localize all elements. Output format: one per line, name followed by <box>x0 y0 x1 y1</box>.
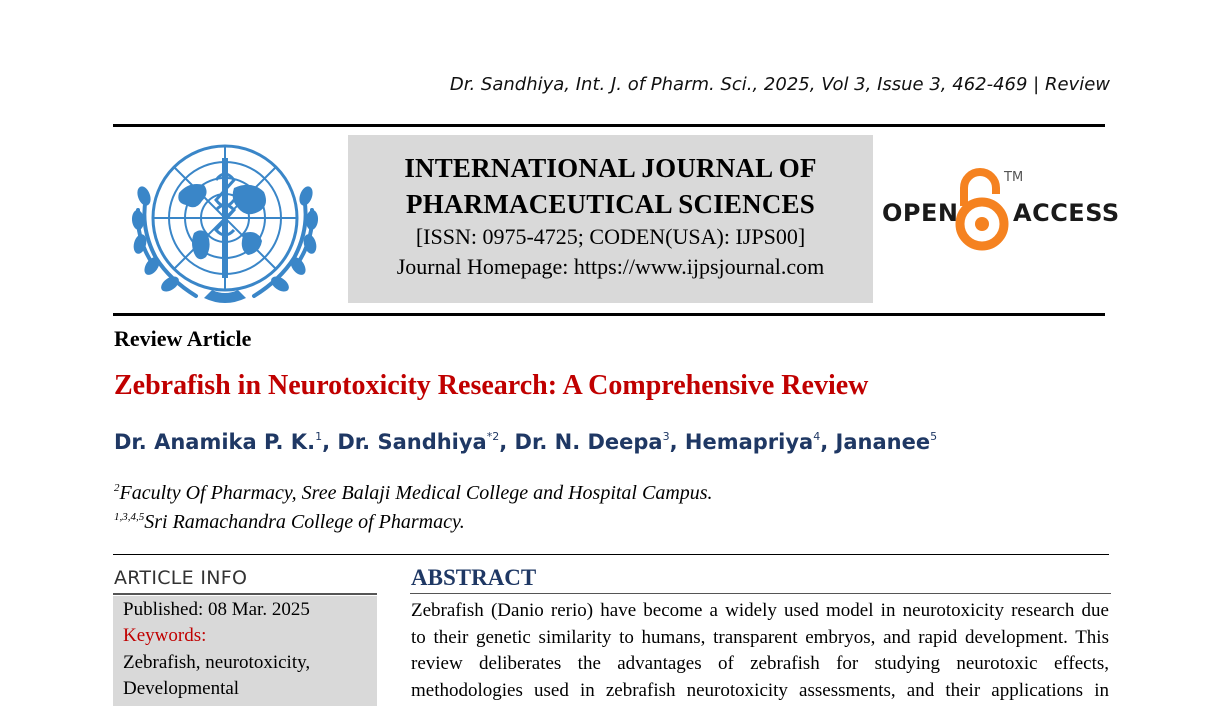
article-title: Zebrafish in Neurotoxicity Research: A Comprehensive Review <box>114 370 869 401</box>
abstract-heading: ABSTRACT <box>411 565 537 590</box>
article-info-heading: ARTICLE INFO <box>114 567 248 589</box>
affiliation-text: Sri Ramachandra College of Pharmacy. <box>144 511 465 533</box>
affiliation-mark: 2 <box>114 482 120 494</box>
keywords-line: Developmental <box>123 678 240 699</box>
open-access-access-text: ACCESS <box>1013 199 1120 227</box>
open-access-logo <box>880 166 1120 256</box>
author-affiliation-mark: *2 <box>486 430 500 443</box>
header-rule-top <box>113 124 1105 127</box>
author-separator: , <box>322 430 338 454</box>
journal-issn: [ISSN: 0975-4725; CODEN(USA): IJPS00] <box>415 224 806 249</box>
abstract-line: review deliberates the advantages of zebrafish for studying neurotoxic effects, <box>411 653 1109 674</box>
header-rule-bottom <box>113 313 1105 316</box>
author-affiliation-mark: 3 <box>662 430 670 443</box>
author-separator: , <box>820 430 836 454</box>
affiliation-line <box>114 482 713 505</box>
author-separator: , <box>669 430 685 454</box>
author-separator: , <box>499 430 515 454</box>
author-name: Jananee <box>835 430 931 454</box>
author-affiliation-mark: 5 <box>930 430 938 443</box>
affiliation-line <box>114 511 465 534</box>
abstract-rule <box>410 593 1111 594</box>
keywords-label: Keywords: <box>123 625 207 646</box>
author-name: Dr. Sandhiya <box>337 430 487 454</box>
article-info-rule <box>113 593 377 595</box>
author-name: Dr. Anamika P. K. <box>114 430 316 454</box>
author-affiliation-mark: 4 <box>813 430 821 443</box>
keywords-line: Zebrafish, neurotoxicity, <box>123 652 311 673</box>
author-name: Hemapriya <box>684 430 814 454</box>
section-divider <box>113 554 1109 555</box>
abstract-body <box>411 598 1109 704</box>
article-type: Review Article <box>114 326 252 351</box>
trademark-mark: TM <box>1004 170 1024 185</box>
affiliation-text: Faculty Of Pharmacy, Sree Balaji Medical College and Hospital Campus. <box>119 482 713 504</box>
journal-homepage[interactable]: Journal Homepage: https://www.ijpsjournal.com <box>396 254 825 279</box>
published-date: Published: 08 Mar. 2025 <box>123 599 310 620</box>
affiliation-mark: 1,3,4,5 <box>114 511 145 523</box>
journal-title-line2: PHARMACEUTICAL SCIENCES <box>406 189 815 219</box>
author-affiliation-mark: 1 <box>315 430 323 443</box>
journal-title-line1: INTERNATIONAL JOURNAL OF <box>404 153 817 183</box>
author-list <box>114 430 937 454</box>
citation-header: Dr. Sandhiya, Int. J. of Pharm. Sci., 2025, Vol 3, Issue 3, 462-469 | Review <box>449 74 1110 95</box>
abstract-line: Zebrafish (Danio rerio) have become a widely used model in neurotoxicity research due <box>411 600 1109 621</box>
open-access-open-text: OPEN <box>882 199 959 227</box>
open-access-lock-icon <box>954 166 1010 252</box>
journal-title <box>348 150 873 222</box>
abstract-line: to their genetic similarity to humans, transparent embryos, and rapid development. This <box>411 626 1109 648</box>
emblem-logo <box>124 138 326 308</box>
journal-masthead <box>348 135 873 303</box>
author-name: Dr. N. Deepa <box>514 430 663 454</box>
abstract-line: methodologies used in zebrafish neurotoxicity assessments, and their applications in <box>411 679 1109 701</box>
article-info-box <box>113 596 377 706</box>
